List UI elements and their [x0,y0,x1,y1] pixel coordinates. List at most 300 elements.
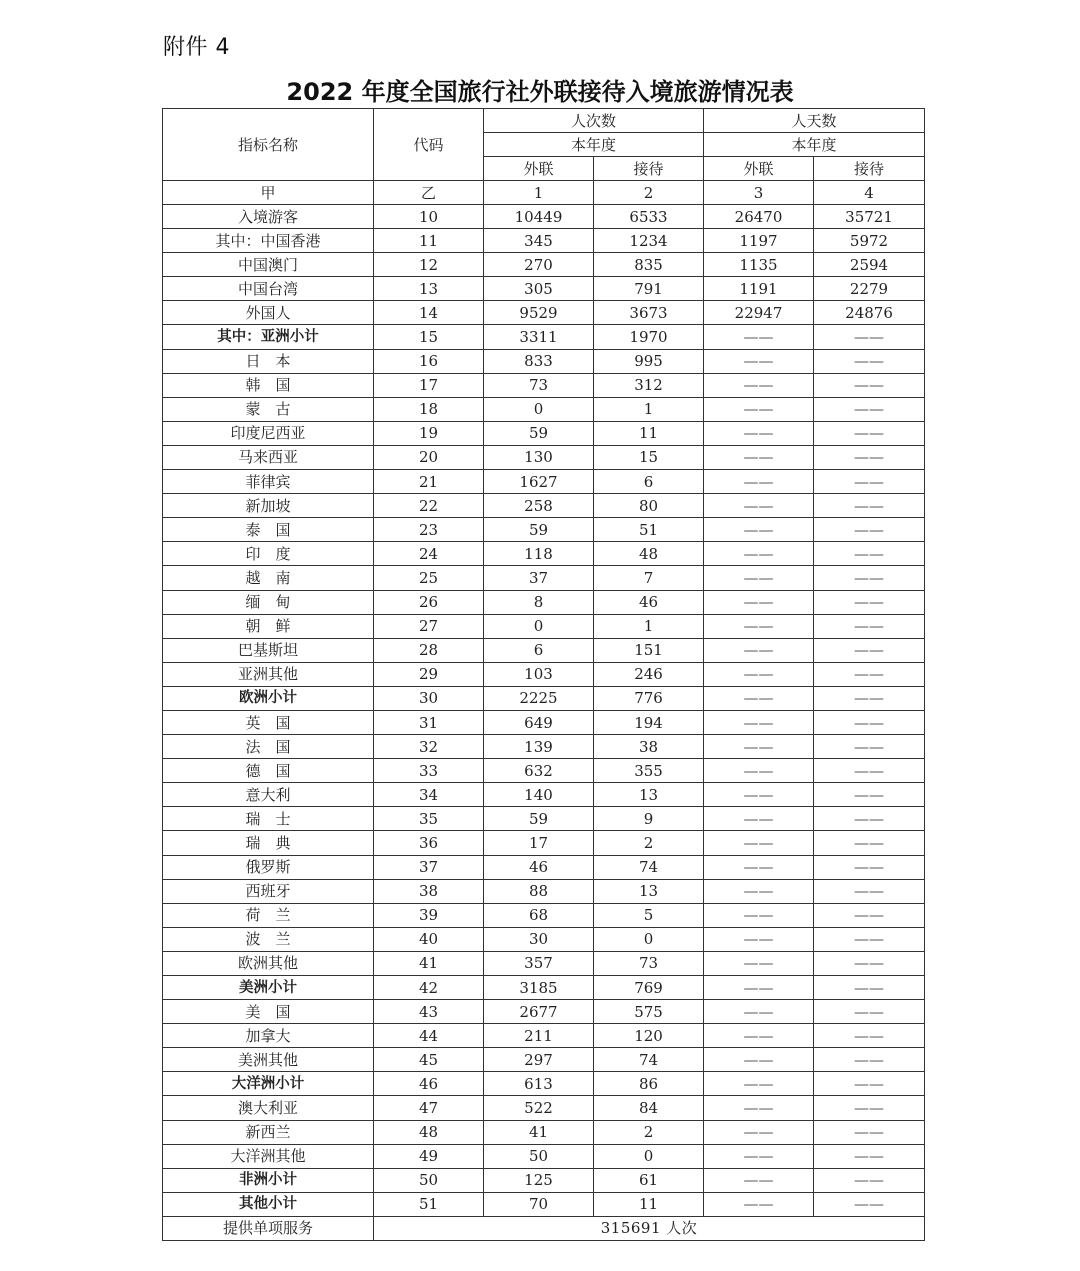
footer-label: 提供单项服务 [163,1216,374,1240]
header-reception-days: 接待 [814,157,925,181]
row-reception-person-times: 2 [594,1120,704,1144]
table-row [163,1096,925,1120]
row-reception-person-days: —— [814,903,925,927]
row-outbound-person-times: 118 [484,542,594,566]
row-outbound-person-times: 9529 [484,301,594,325]
row-outbound-person-times: 70 [484,1192,594,1216]
row-reception-person-days: —— [814,807,925,831]
row-outbound-person-times: 345 [484,229,594,253]
row-code: 34 [374,783,484,807]
row-code: 24 [374,542,484,566]
row-outbound-person-days: —— [704,1072,814,1096]
table-row [163,253,925,277]
row-outbound-person-times: 46 [484,855,594,879]
row-outbound-person-days: —— [704,1192,814,1216]
row-outbound-person-times: 1627 [484,470,594,494]
row-outbound-person-times: 41 [484,1120,594,1144]
row-outbound-person-days: 26470 [704,205,814,229]
row-reception-person-times: 791 [594,277,704,301]
row-indicator-name: 菲律宾 [163,470,374,494]
row-code: 11 [374,229,484,253]
row-outbound-person-days: —— [704,662,814,686]
row-code: 17 [374,373,484,397]
row-reception-person-times: 61 [594,1168,704,1192]
row-reception-person-times: 11 [594,421,704,445]
row-outbound-person-times: 0 [484,614,594,638]
row-reception-person-times: 0 [594,1144,704,1168]
row-outbound-person-times: 270 [484,253,594,277]
column-index-3: 3 [704,181,814,205]
row-reception-person-days: —— [814,1048,925,1072]
row-reception-person-times: 246 [594,662,704,686]
row-reception-person-times: 73 [594,951,704,975]
row-reception-person-times: 995 [594,349,704,373]
row-outbound-person-days: —— [704,831,814,855]
row-indicator-name: 其他小计 [163,1192,374,1216]
row-reception-person-times: 5 [594,903,704,927]
row-outbound-person-days: —— [704,542,814,566]
row-outbound-person-days: —— [704,855,814,879]
row-code: 30 [374,686,484,710]
row-reception-person-days: —— [814,1192,925,1216]
row-reception-person-days: —— [814,1144,925,1168]
row-reception-person-days: —— [814,614,925,638]
row-outbound-person-times: 103 [484,662,594,686]
header-this-year-times: 本年度 [484,133,704,157]
row-outbound-person-times: 258 [484,494,594,518]
row-code: 20 [374,445,484,469]
row-reception-person-times: 74 [594,855,704,879]
row-reception-person-days: 24876 [814,301,925,325]
row-reception-person-times: 51 [594,518,704,542]
row-reception-person-days: —— [814,638,925,662]
row-outbound-person-days: —— [704,373,814,397]
table-row [163,662,925,686]
row-outbound-person-times: 305 [484,277,594,301]
row-outbound-person-days: —— [704,807,814,831]
row-reception-person-times: 1 [594,397,704,421]
row-code: 44 [374,1024,484,1048]
table-row [163,1048,925,1072]
table-row [163,831,925,855]
row-indicator-name: 加拿大 [163,1024,374,1048]
row-outbound-person-times: 130 [484,445,594,469]
header-this-year-days: 本年度 [704,133,925,157]
row-reception-person-days: —— [814,1024,925,1048]
row-outbound-person-days: —— [704,783,814,807]
row-indicator-name: 西班牙 [163,879,374,903]
row-code: 18 [374,397,484,421]
row-outbound-person-days: —— [704,614,814,638]
row-outbound-person-days: —— [704,518,814,542]
row-indicator-name: 大洋洲其他 [163,1144,374,1168]
row-outbound-person-days: —— [704,759,814,783]
row-reception-person-days: —— [814,421,925,445]
row-code: 49 [374,1144,484,1168]
row-code: 33 [374,759,484,783]
row-code: 19 [374,421,484,445]
row-outbound-person-days: —— [704,686,814,710]
table-row [163,1120,925,1144]
table-row [163,927,925,951]
row-reception-person-times: 3673 [594,301,704,325]
row-outbound-person-times: 3185 [484,976,594,1000]
row-indicator-name: 亚洲其他 [163,662,374,686]
row-reception-person-days: —— [814,1168,925,1192]
row-indicator-name: 澳大利亚 [163,1096,374,1120]
table-row [163,349,925,373]
table-row [163,421,925,445]
row-outbound-person-times: 522 [484,1096,594,1120]
row-reception-person-times: 2 [594,831,704,855]
row-code: 16 [374,349,484,373]
row-reception-person-days: —— [814,470,925,494]
row-reception-person-times: 151 [594,638,704,662]
row-code: 23 [374,518,484,542]
row-outbound-person-times: 139 [484,735,594,759]
row-outbound-person-times: 613 [484,1072,594,1096]
row-outbound-person-days: —— [704,1024,814,1048]
row-code: 32 [374,735,484,759]
header-outbound-times: 外联 [484,157,594,181]
row-outbound-person-days: —— [704,470,814,494]
row-reception-person-times: 1 [594,614,704,638]
row-outbound-person-days: —— [704,710,814,734]
row-indicator-name: 意大利 [163,783,374,807]
row-code: 46 [374,1072,484,1096]
row-indicator-name: 韩 国 [163,373,374,397]
row-reception-person-days: —— [814,927,925,951]
row-outbound-person-times: 73 [484,373,594,397]
row-code: 31 [374,710,484,734]
table-row [163,759,925,783]
column-index-4: 4 [814,181,925,205]
row-outbound-person-times: 88 [484,879,594,903]
row-reception-person-days: —— [814,1120,925,1144]
header-indicator: 指标名称 [163,109,374,181]
row-reception-person-days: —— [814,976,925,1000]
row-indicator-name: 美洲小计 [163,976,374,1000]
row-reception-person-days: —— [814,518,925,542]
row-reception-person-times: 6533 [594,205,704,229]
row-outbound-person-times: 632 [484,759,594,783]
row-indicator-name: 外国人 [163,301,374,325]
row-reception-person-times: 776 [594,686,704,710]
row-outbound-person-times: 6 [484,638,594,662]
row-reception-person-times: 86 [594,1072,704,1096]
row-outbound-person-days: 22947 [704,301,814,325]
row-code: 50 [374,1168,484,1192]
row-indicator-name: 新加坡 [163,494,374,518]
row-reception-person-days: —— [814,879,925,903]
row-indicator-name: 德 国 [163,759,374,783]
table-row [163,614,925,638]
row-indicator-name: 日 本 [163,349,374,373]
column-index-yi: 乙 [374,181,484,205]
table-row [163,397,925,421]
table-row [163,951,925,975]
row-outbound-person-times: 297 [484,1048,594,1072]
row-indicator-name: 泰 国 [163,518,374,542]
row-indicator-name: 荷 兰 [163,903,374,927]
row-reception-person-times: 11 [594,1192,704,1216]
row-reception-person-times: 9 [594,807,704,831]
table-row [163,1024,925,1048]
row-reception-person-days: —— [814,349,925,373]
row-indicator-name: 法 国 [163,735,374,759]
header-outbound-days: 外联 [704,157,814,181]
row-indicator-name: 印 度 [163,542,374,566]
row-reception-person-days: —— [814,686,925,710]
row-indicator-name: 缅 甸 [163,590,374,614]
table-row [163,229,925,253]
row-outbound-person-times: 0 [484,397,594,421]
row-outbound-person-times: 125 [484,1168,594,1192]
row-outbound-person-times: 357 [484,951,594,975]
row-reception-person-times: 13 [594,783,704,807]
table-row [163,373,925,397]
row-reception-person-days: —— [814,855,925,879]
row-reception-person-times: 1234 [594,229,704,253]
row-outbound-person-days: 1135 [704,253,814,277]
row-outbound-person-days: —— [704,590,814,614]
row-outbound-person-times: 30 [484,927,594,951]
row-code: 29 [374,662,484,686]
row-reception-person-days: 5972 [814,229,925,253]
row-reception-person-times: 769 [594,976,704,1000]
page-title: 2022 年度全国旅行社外联接待入境旅游情况表 [286,78,794,106]
row-outbound-person-days: 1197 [704,229,814,253]
row-outbound-person-times: 833 [484,349,594,373]
table-row [163,783,925,807]
row-code: 25 [374,566,484,590]
row-outbound-person-times: 68 [484,903,594,927]
table-row [163,1072,925,1096]
row-indicator-name: 中国台湾 [163,277,374,301]
row-reception-person-times: 575 [594,1000,704,1024]
row-code: 10 [374,205,484,229]
row-reception-person-days: —— [814,1072,925,1096]
table-row [163,686,925,710]
row-outbound-person-times: 2225 [484,686,594,710]
row-reception-person-days: —— [814,710,925,734]
row-code: 21 [374,470,484,494]
row-code: 13 [374,277,484,301]
table-body [163,205,925,1217]
table-row [163,542,925,566]
row-code: 38 [374,879,484,903]
table-row [163,1144,925,1168]
row-outbound-person-times: 59 [484,807,594,831]
row-indicator-name: 其中：亚洲小计 [163,325,374,349]
row-code: 36 [374,831,484,855]
row-reception-person-times: 15 [594,445,704,469]
row-code: 26 [374,590,484,614]
row-reception-person-days: —— [814,566,925,590]
row-reception-person-days: —— [814,831,925,855]
row-reception-person-days: —— [814,951,925,975]
row-reception-person-times: 6 [594,470,704,494]
row-outbound-person-times: 10449 [484,205,594,229]
table-row [163,710,925,734]
row-reception-person-times: 0 [594,927,704,951]
attachment-label: 附件 4 [163,35,230,60]
row-code: 22 [374,494,484,518]
row-reception-person-times: 80 [594,494,704,518]
row-reception-person-days: —— [814,590,925,614]
row-indicator-name: 朝 鲜 [163,614,374,638]
row-outbound-person-days: —— [704,976,814,1000]
row-reception-person-times: 194 [594,710,704,734]
row-reception-person-times: 835 [594,253,704,277]
row-outbound-person-times: 211 [484,1024,594,1048]
row-outbound-person-days: —— [704,951,814,975]
row-code: 28 [374,638,484,662]
row-outbound-person-days: —— [704,1168,814,1192]
row-reception-person-times: 38 [594,735,704,759]
row-code: 47 [374,1096,484,1120]
row-reception-person-days: 2594 [814,253,925,277]
row-outbound-person-days: 1191 [704,277,814,301]
row-indicator-name: 大洋洲小计 [163,1072,374,1096]
header-person-days: 人天数 [704,109,925,133]
row-reception-person-days: —— [814,397,925,421]
row-reception-person-days: —— [814,759,925,783]
table-row [163,566,925,590]
row-reception-person-days: 35721 [814,205,925,229]
row-indicator-name: 马来西亚 [163,445,374,469]
header-reception-times: 接待 [594,157,704,181]
row-indicator-name: 瑞 典 [163,831,374,855]
row-code: 35 [374,807,484,831]
row-reception-person-days: —— [814,325,925,349]
table-row [163,855,925,879]
table-row [163,494,925,518]
header-code: 代码 [374,109,484,181]
row-indicator-name: 非洲小计 [163,1168,374,1192]
row-outbound-person-days: —— [704,735,814,759]
row-code: 51 [374,1192,484,1216]
column-index-jia: 甲 [163,181,374,205]
row-outbound-person-days: —— [704,349,814,373]
row-code: 45 [374,1048,484,1072]
row-code: 27 [374,614,484,638]
row-code: 12 [374,253,484,277]
table-row [163,735,925,759]
row-outbound-person-times: 59 [484,421,594,445]
row-code: 15 [374,325,484,349]
row-indicator-name: 新西兰 [163,1120,374,1144]
row-outbound-person-times: 37 [484,566,594,590]
row-outbound-person-times: 2677 [484,1000,594,1024]
row-reception-person-days: —— [814,494,925,518]
row-reception-person-times: 74 [594,1048,704,1072]
row-indicator-name: 英 国 [163,710,374,734]
table-row [163,1168,925,1192]
row-reception-person-times: 312 [594,373,704,397]
row-reception-person-days: —— [814,1096,925,1120]
row-indicator-name: 欧洲小计 [163,686,374,710]
row-outbound-person-days: —— [704,879,814,903]
table-row [163,590,925,614]
row-reception-person-times: 48 [594,542,704,566]
row-indicator-name: 蒙 古 [163,397,374,421]
row-reception-person-days: —— [814,735,925,759]
table-row [163,638,925,662]
table-row [163,1192,925,1216]
row-outbound-person-days: —— [704,566,814,590]
row-reception-person-times: 46 [594,590,704,614]
row-outbound-person-days: —— [704,421,814,445]
row-indicator-name: 美洲其他 [163,1048,374,1072]
row-reception-person-days: —— [814,445,925,469]
row-reception-person-times: 13 [594,879,704,903]
table-row [163,879,925,903]
row-reception-person-days: —— [814,542,925,566]
row-outbound-person-times: 3311 [484,325,594,349]
table-row [163,301,925,325]
row-reception-person-times: 120 [594,1024,704,1048]
row-code: 42 [374,976,484,1000]
column-index-1: 1 [484,181,594,205]
row-indicator-name: 巴基斯坦 [163,638,374,662]
row-outbound-person-days: —— [704,903,814,927]
row-reception-person-days: 2279 [814,277,925,301]
row-code: 41 [374,951,484,975]
table-row [163,325,925,349]
row-outbound-person-days: —— [704,494,814,518]
row-reception-person-days: —— [814,783,925,807]
footer-value: 315691 人次 [374,1216,925,1240]
statistics-table [162,108,925,1241]
row-indicator-name: 印度尼西亚 [163,421,374,445]
row-outbound-person-days: —— [704,1000,814,1024]
row-indicator-name: 美 国 [163,1000,374,1024]
row-outbound-person-days: —— [704,1096,814,1120]
row-outbound-person-times: 17 [484,831,594,855]
row-outbound-person-days: —— [704,325,814,349]
table-row [163,205,925,229]
column-index-2: 2 [594,181,704,205]
row-outbound-person-days: —— [704,397,814,421]
row-outbound-person-times: 140 [484,783,594,807]
row-indicator-name: 波 兰 [163,927,374,951]
row-outbound-person-days: —— [704,638,814,662]
row-reception-person-days: —— [814,1000,925,1024]
row-indicator-name: 瑞 士 [163,807,374,831]
row-outbound-person-days: —— [704,445,814,469]
row-outbound-person-days: —— [704,1144,814,1168]
row-indicator-name: 俄罗斯 [163,855,374,879]
table-row [163,470,925,494]
row-code: 39 [374,903,484,927]
table-row [163,807,925,831]
table-row [163,903,925,927]
row-reception-person-times: 1970 [594,325,704,349]
row-code: 48 [374,1120,484,1144]
table-row [163,445,925,469]
row-outbound-person-times: 59 [484,518,594,542]
row-outbound-person-times: 649 [484,710,594,734]
table-row [163,518,925,542]
row-reception-person-days: —— [814,373,925,397]
row-code: 40 [374,927,484,951]
header-person-times: 人次数 [484,109,704,133]
row-outbound-person-days: —— [704,1048,814,1072]
row-indicator-name: 中国澳门 [163,253,374,277]
table-row [163,1000,925,1024]
row-code: 37 [374,855,484,879]
